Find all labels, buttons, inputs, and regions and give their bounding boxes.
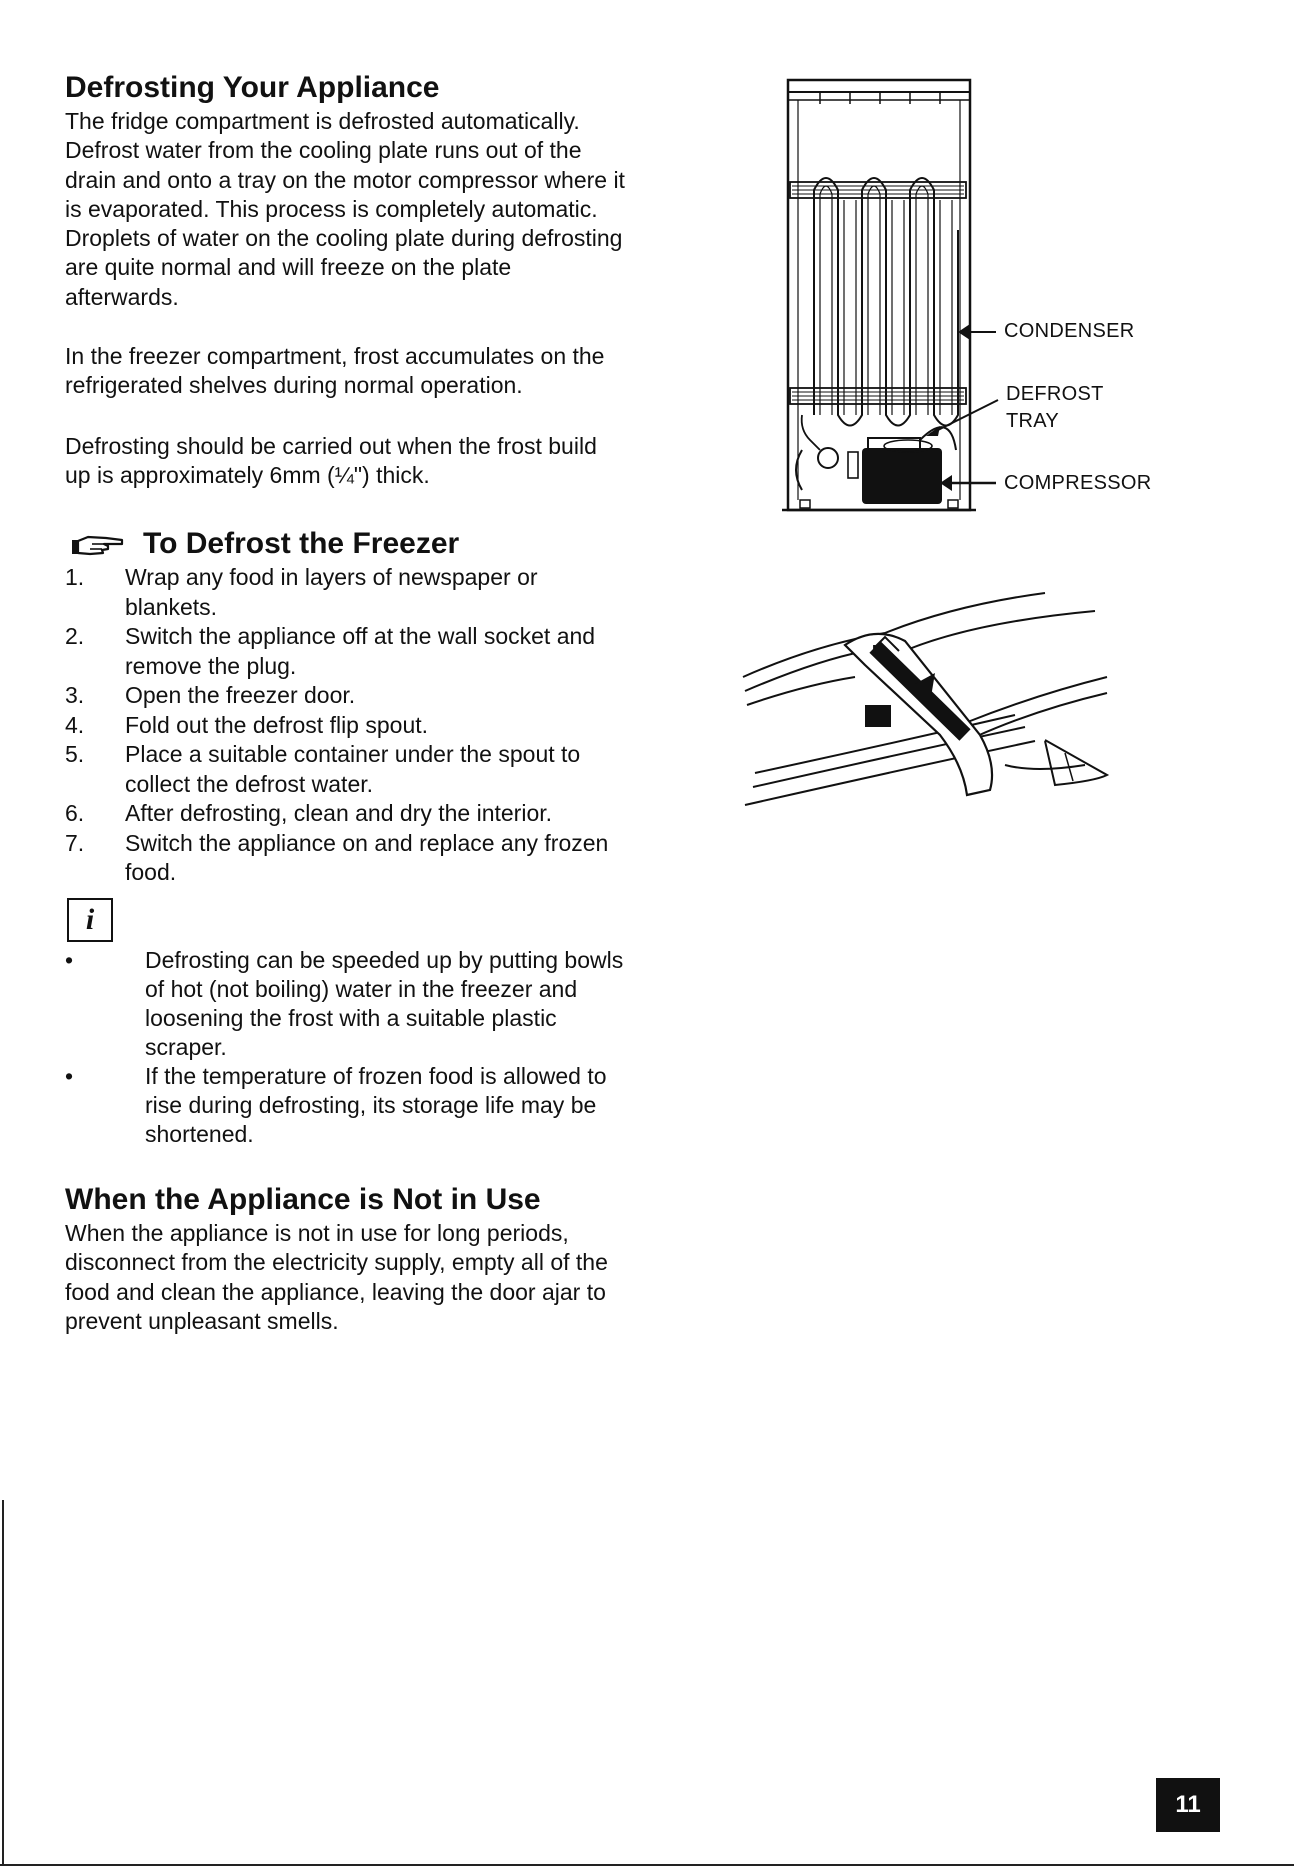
list-item: 5. Place a suitable container under the spout to collect the defrost water. bbox=[65, 741, 581, 797]
label-tray: TRAY bbox=[1006, 410, 1060, 432]
paragraph-freezer-frost: In the freezer compartment, frost accumulates on the refrigerated shelves during normal operation. bbox=[65, 343, 605, 399]
list-item: 2. Switch the appliance off at the wall socket and remove the plug. bbox=[65, 623, 596, 679]
list-item: 3. Open the freezer door. bbox=[65, 682, 356, 708]
list-item: • Defrosting can be speeded up by putting bowls of hot (not boiling) water in the freezer and loosening the frost with a suitable plastic scraper. bbox=[65, 947, 624, 1060]
defrost-steps-list bbox=[65, 563, 625, 888]
section-title-defrosting: Defrosting Your Appliance bbox=[65, 71, 440, 104]
info-notes-list bbox=[65, 946, 625, 1149]
label-defrost: DEFROST bbox=[1006, 383, 1104, 405]
defrost-spout-diagram bbox=[735, 585, 1115, 820]
info-icon: i bbox=[67, 898, 113, 942]
list-item: 6. After defrosting, clean and dry the interior. bbox=[65, 800, 553, 826]
list-item: 7. Switch the appliance on and replace any frozen food. bbox=[65, 829, 609, 885]
page-number-badge bbox=[1156, 1778, 1220, 1832]
section-title-defrost-freezer: To Defrost the Freezer bbox=[143, 527, 460, 560]
appliance-rear-diagram bbox=[780, 70, 1200, 520]
spout-mark: I bbox=[872, 643, 877, 660]
section-title-not-in-use: When the Appliance is Not in Use bbox=[65, 1183, 541, 1216]
left-edge-rule bbox=[2, 1500, 4, 1864]
label-condenser: CONDENSER bbox=[1004, 320, 1135, 342]
page-number: 11 bbox=[1175, 1791, 1201, 1818]
paragraph-fridge-defrost: The fridge compartment is defrosted automatically. Defrost water from the cooling plate runs out of the drain and onto a tray on the motor compressor where it is evaporated. This process is completely automatic. Droplets of water on the cooling plate during defrosting are quite normal and will freeze on the plate afterwards. bbox=[65, 108, 625, 310]
footer-rule bbox=[0, 1864, 1294, 1866]
list-item: 4. Fold out the defrost flip spout. bbox=[65, 711, 429, 738]
paragraph-not-in-use: When the appliance is not in use for long periods, disconnect from the electricity supply, empty all of the food and clean the appliance, leaving the door ajar to prevent unpleasant smells. bbox=[65, 1220, 608, 1334]
pointing-hand-icon bbox=[70, 532, 126, 560]
paragraph-frost-thickness: Defrosting should be carried out when the frost build up is approximately 6mm (¼") thick. bbox=[65, 433, 597, 489]
list-item: 1. Wrap any food in layers of newspaper or blankets. bbox=[65, 564, 538, 620]
label-compressor: COMPRESSOR bbox=[1004, 472, 1152, 494]
list-item: • If the temperature of frozen food is allowed to rise during defrosting, its storage life may be shortened. bbox=[65, 1063, 607, 1147]
